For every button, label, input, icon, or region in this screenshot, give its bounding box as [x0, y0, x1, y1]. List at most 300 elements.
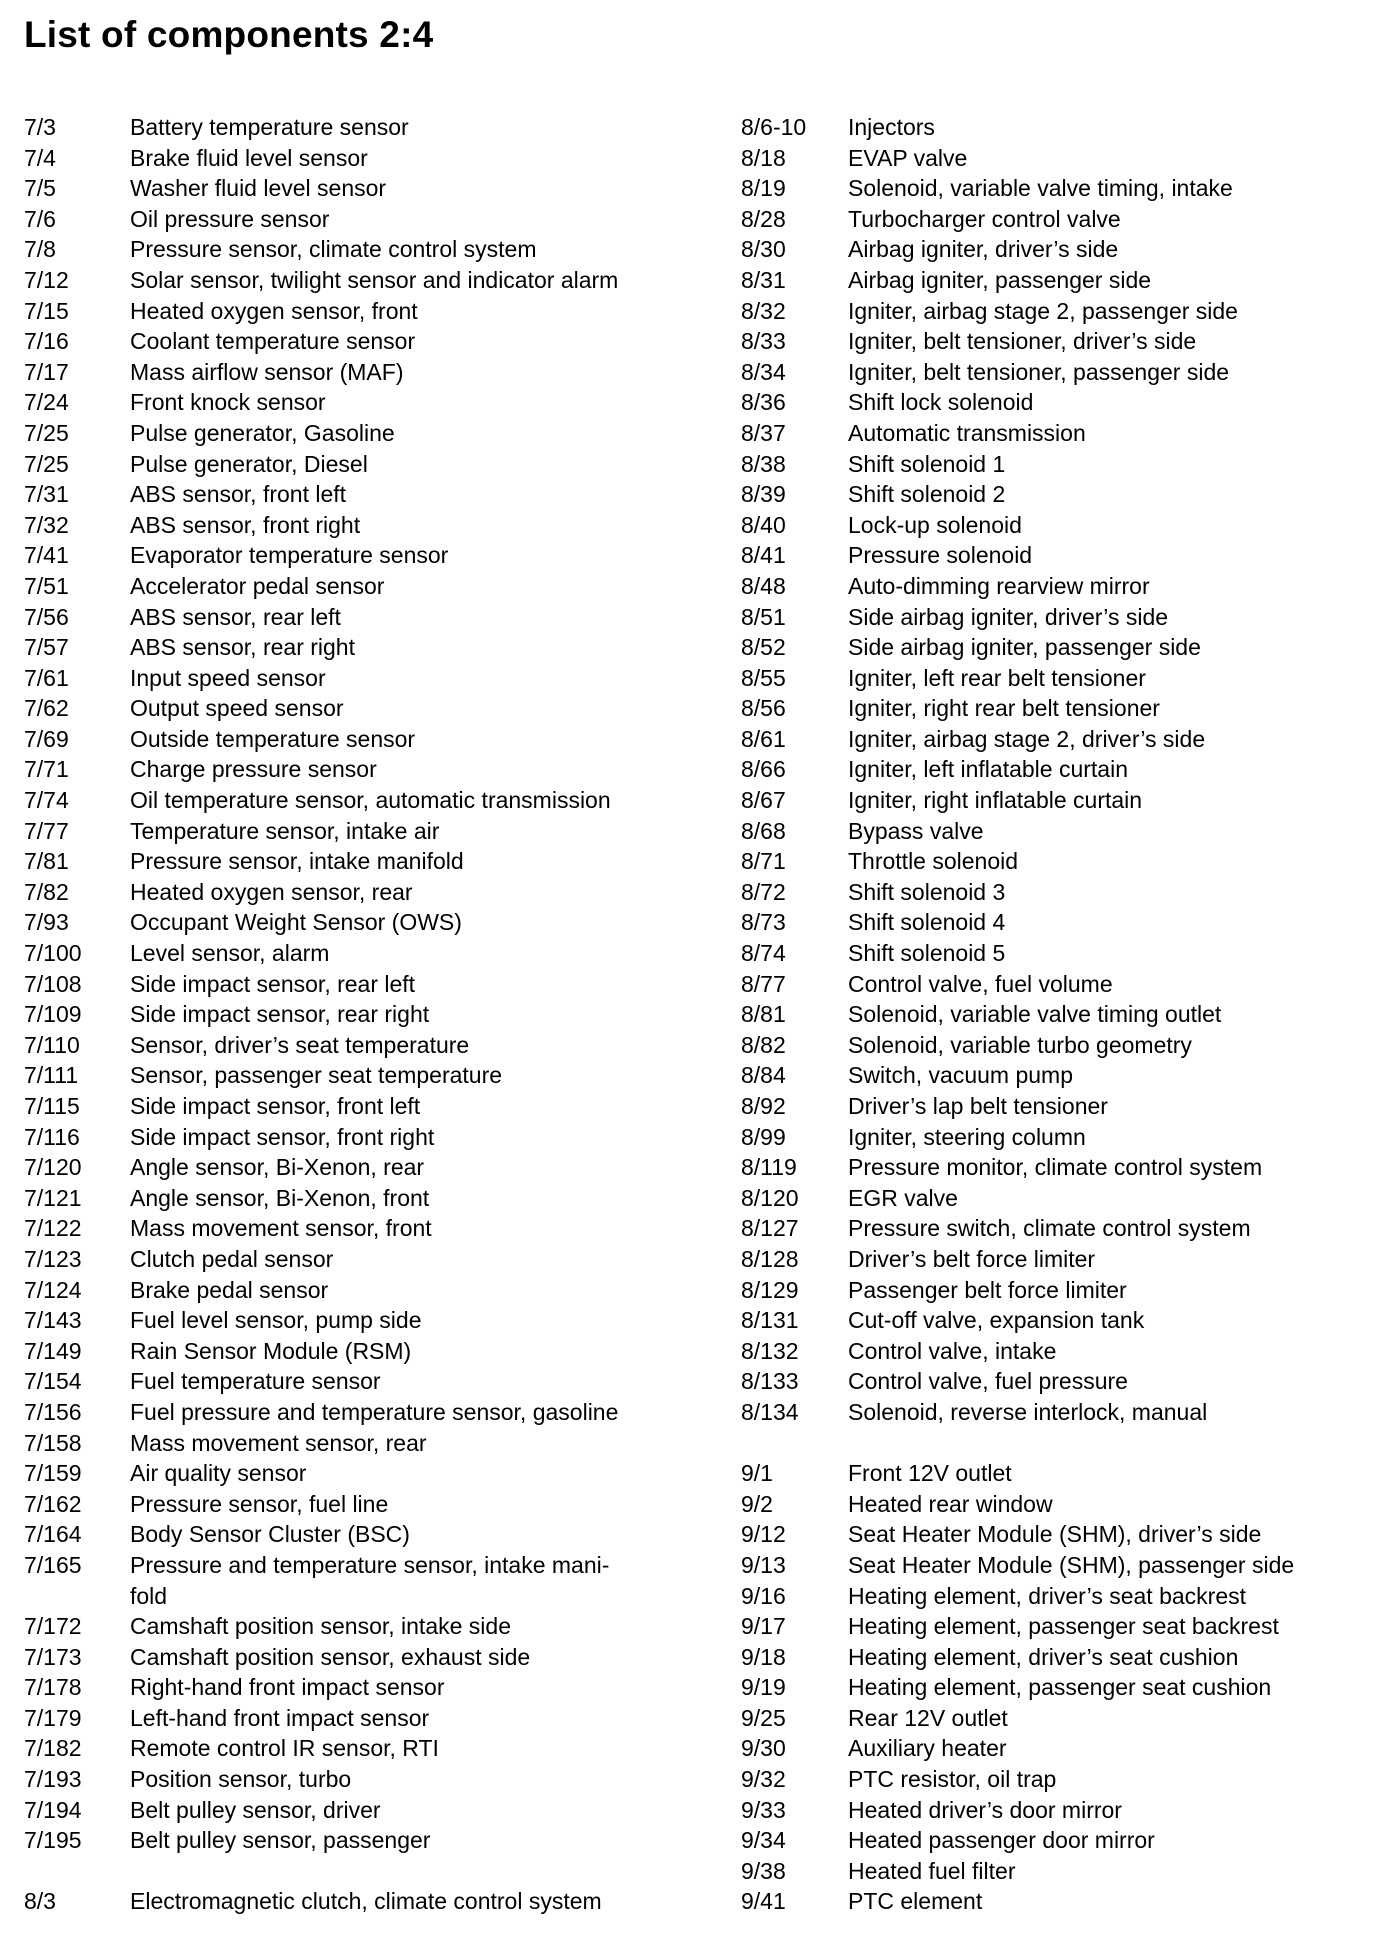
- component-description: Front 12V outlet: [848, 1460, 1012, 1487]
- component-row: [24, 326, 714, 357]
- component-code: 7/165: [24, 1551, 82, 1578]
- component-code: 8/56: [741, 695, 786, 722]
- component-description: Seat Heater Module (SHM), driver’s side: [848, 1521, 1262, 1548]
- component-code: 7/173: [24, 1643, 82, 1670]
- component-row: [741, 1458, 1381, 1489]
- component-description: Pulse generator, Diesel: [130, 450, 368, 477]
- component-code: 9/18: [741, 1643, 786, 1670]
- component-row: [24, 846, 714, 877]
- component-row: [741, 326, 1381, 357]
- component-row: [24, 632, 714, 663]
- component-row: [741, 1795, 1381, 1826]
- component-row: [741, 204, 1381, 235]
- component-description: Shift solenoid 5: [848, 940, 1006, 967]
- component-code: 8/132: [741, 1337, 799, 1364]
- component-code: 7/158: [24, 1429, 82, 1456]
- component-code: 7/57: [24, 634, 69, 661]
- component-description: Driver’s lap belt tensioner: [848, 1093, 1108, 1119]
- component-code: 8/32: [741, 297, 786, 324]
- component-row: [24, 1611, 714, 1642]
- component-row: [24, 602, 714, 633]
- component-code: 7/71: [24, 756, 69, 783]
- component-row: [741, 173, 1381, 204]
- component-row: [741, 693, 1381, 724]
- component-row: [741, 907, 1381, 938]
- component-row: [741, 449, 1381, 480]
- component-code: 7/62: [24, 695, 69, 722]
- component-code: 7/25: [24, 419, 69, 446]
- component-code: 7/6: [24, 205, 56, 232]
- component-row: [741, 540, 1381, 571]
- component-description: Pressure monitor, climate control system: [848, 1154, 1263, 1181]
- component-code: 7/108: [24, 970, 82, 997]
- component-row: [24, 1703, 714, 1734]
- component-row: [24, 1642, 714, 1673]
- page-title: List of components 2:4: [24, 14, 434, 55]
- component-row: [24, 999, 714, 1030]
- component-code: 8/33: [741, 328, 786, 355]
- component-description: Sensor, driver’s seat temperature: [130, 1031, 470, 1058]
- component-code: 7/122: [24, 1215, 82, 1242]
- component-description: Igniter, steering column: [848, 1123, 1086, 1150]
- component-code: 7/74: [24, 787, 69, 814]
- component-code: 7/179: [24, 1704, 82, 1731]
- component-code: 7/154: [24, 1368, 82, 1395]
- component-description: Airbag igniter, passenger side: [848, 266, 1152, 293]
- component-description: Auxiliary heater: [848, 1735, 1007, 1762]
- component-code: 7/121: [24, 1184, 82, 1211]
- component-description: Side airbag igniter, passenger side: [848, 634, 1201, 661]
- component-description: Igniter, left rear belt tensioner: [848, 664, 1146, 691]
- component-description: Pressure sensor, climate control system: [130, 236, 537, 263]
- component-description: Right-hand front impact sensor: [130, 1674, 445, 1701]
- component-row: [24, 143, 714, 174]
- component-row: [24, 1275, 714, 1306]
- component-code: 8/41: [741, 542, 786, 569]
- component-code: 8/52: [741, 634, 786, 661]
- component-row: [741, 1856, 1381, 1887]
- component-code: 8/40: [741, 511, 786, 538]
- component-code: 9/19: [741, 1674, 786, 1701]
- component-row: [24, 1795, 714, 1826]
- component-description: Mass airflow sensor (MAF): [130, 358, 404, 385]
- component-description: Brake fluid level sensor: [130, 144, 368, 171]
- component-code: 8/127: [741, 1215, 799, 1242]
- component-code: 8/19: [741, 175, 786, 202]
- component-code: 9/34: [741, 1827, 786, 1854]
- component-code: 8/34: [741, 358, 786, 385]
- component-code: 7/123: [24, 1245, 82, 1272]
- component-code: 8/133: [741, 1368, 799, 1395]
- component-description: Pulse generator, Gasoline: [130, 419, 395, 446]
- component-description: Heating element, passenger seat cushion: [848, 1674, 1272, 1701]
- component-code: 7/81: [24, 848, 69, 875]
- component-row: [24, 173, 714, 204]
- component-code: 8/68: [741, 817, 786, 844]
- component-code: 9/16: [741, 1582, 786, 1609]
- component-description: [130, 1856, 714, 1887]
- component-row: [24, 387, 714, 418]
- component-code: 7/4: [24, 144, 56, 171]
- component-description: Auto-dimming rearview mirror: [848, 572, 1150, 599]
- component-description: Angle sensor, Bi-Xenon, rear: [130, 1154, 425, 1181]
- component-row: [24, 724, 714, 755]
- component-row: [741, 1336, 1381, 1367]
- component-code: 7/51: [24, 572, 69, 599]
- component-row: [741, 1642, 1381, 1673]
- component-code: 7/61: [24, 664, 69, 691]
- component-row: [741, 816, 1381, 847]
- component-description: Pressure solenoid: [848, 542, 1033, 569]
- component-row: [24, 754, 714, 785]
- component-row: [24, 1336, 714, 1367]
- component-description: Solenoid, reverse interlock, manual: [848, 1398, 1208, 1425]
- component-code: 9/33: [741, 1796, 786, 1823]
- component-description: ABS sensor, rear left: [130, 603, 341, 630]
- component-row: [24, 1886, 714, 1917]
- component-description: Heated rear window: [848, 1490, 1053, 1517]
- component-description: Clutch pedal sensor: [130, 1245, 334, 1272]
- component-row: [741, 1489, 1381, 1520]
- component-description: Fuel pressure and temperature sensor, gasoline: [130, 1398, 619, 1425]
- component-row: [741, 1825, 1381, 1856]
- component-row: [24, 265, 714, 296]
- component-row: [24, 296, 714, 327]
- component-row: [741, 1397, 1381, 1428]
- component-description: PTC element: [848, 1888, 983, 1915]
- component-row: [24, 1825, 714, 1856]
- component-row: [741, 296, 1381, 327]
- component-description: Solenoid, variable valve timing outlet: [848, 1001, 1222, 1028]
- component-description: Input speed sensor: [130, 664, 326, 691]
- component-code: 7/8: [24, 236, 56, 263]
- component-description: Electromagnetic clutch, climate control system: [130, 1888, 602, 1915]
- component-code: 8/99: [741, 1123, 786, 1150]
- component-code: 7/156: [24, 1398, 82, 1425]
- component-row: [741, 1611, 1381, 1642]
- component-code: 7/110: [24, 1031, 80, 1058]
- component-row: [741, 571, 1381, 602]
- right-component-list: [741, 112, 1381, 1917]
- component-row: [741, 999, 1381, 1030]
- component-code: 8/119: [741, 1154, 797, 1181]
- component-description: Battery temperature sensor: [130, 114, 409, 140]
- component-row: [24, 1856, 714, 1887]
- component-row: [741, 724, 1381, 755]
- component-code: 8/71: [741, 848, 786, 875]
- left-component-list: [24, 112, 714, 1917]
- component-code: 8/51: [741, 603, 786, 630]
- component-row: [741, 1886, 1381, 1917]
- component-description: Heated oxygen sensor, front: [130, 297, 418, 324]
- component-row: [24, 969, 714, 1000]
- component-description: Control valve, intake: [848, 1337, 1057, 1364]
- component-description: Camshaft position sensor, intake side: [130, 1613, 511, 1640]
- component-row: [741, 265, 1381, 296]
- component-description: Oil temperature sensor, automatic transmission: [130, 787, 611, 814]
- component-row: [24, 418, 714, 449]
- component-code: 7/82: [24, 878, 69, 905]
- component-code: 9/30: [741, 1735, 786, 1762]
- component-description: Mass movement sensor, rear: [130, 1429, 427, 1456]
- component-row: [24, 510, 714, 541]
- component-description: Heated passenger door mirror: [848, 1827, 1155, 1854]
- component-row: [24, 1122, 714, 1153]
- component-description: Solar sensor, twilight sensor and indicator alarm: [130, 266, 619, 293]
- component-code: 8/72: [741, 878, 786, 905]
- component-code: 7/56: [24, 603, 69, 630]
- component-description: Heating element, driver’s seat backrest: [848, 1582, 1247, 1609]
- component-row: [741, 387, 1381, 418]
- component-code: 9/2: [741, 1490, 773, 1517]
- component-code: 7/100: [24, 940, 82, 967]
- component-description: Left-hand front impact sensor: [130, 1704, 430, 1731]
- component-description: Occupant Weight Sensor (OWS): [130, 909, 462, 936]
- component-description: Fuel level sensor, pump side: [130, 1307, 422, 1334]
- component-row: [741, 1305, 1381, 1336]
- component-code: 7/69: [24, 725, 69, 752]
- component-description: PTC resistor, oil trap: [848, 1766, 1057, 1793]
- component-row: [24, 1183, 714, 1214]
- component-code: 7/115: [24, 1093, 80, 1119]
- component-row: [24, 938, 714, 969]
- component-row: [741, 1519, 1381, 1550]
- component-description: EGR valve: [848, 1184, 958, 1211]
- component-row: [741, 418, 1381, 449]
- component-description: Shift lock solenoid: [848, 389, 1034, 416]
- component-row: [24, 1152, 714, 1183]
- component-description: Shift solenoid 4: [848, 909, 1006, 936]
- component-code: 7/124: [24, 1276, 82, 1303]
- component-description: Coolant temperature sensor: [130, 328, 416, 355]
- component-row: [24, 907, 714, 938]
- component-description: Fuel temperature sensor: [130, 1368, 381, 1395]
- component-code: 7/159: [24, 1460, 82, 1487]
- component-code: 8/18: [741, 144, 786, 171]
- component-description: ABS sensor, front right: [130, 511, 361, 538]
- component-row: [741, 1550, 1381, 1581]
- component-description: Remote control IR sensor, RTI: [130, 1735, 439, 1762]
- component-row: [24, 877, 714, 908]
- component-code: 7/15: [24, 297, 69, 324]
- component-row: [24, 1550, 714, 1581]
- component-row: [741, 1764, 1381, 1795]
- component-code: 9/12: [741, 1521, 786, 1548]
- component-code: 7/116: [24, 1123, 80, 1150]
- component-description: Side impact sensor, rear right: [130, 1001, 430, 1028]
- component-description: Igniter, left inflatable curtain: [848, 756, 1128, 783]
- component-description: Heating element, driver’s seat cushion: [848, 1643, 1239, 1670]
- component-row: [741, 938, 1381, 969]
- component-code: 8/30: [741, 236, 786, 263]
- component-description: Turbocharger control valve: [848, 205, 1121, 232]
- component-description: Washer fluid level sensor: [130, 175, 387, 202]
- component-row: [24, 693, 714, 724]
- component-description: Solenoid, variable turbo geometry: [848, 1031, 1192, 1058]
- component-description: Heating element, passenger seat backrest: [848, 1613, 1279, 1640]
- component-row: [24, 1458, 714, 1489]
- component-code: 8/77: [741, 970, 786, 997]
- component-row: [741, 632, 1381, 663]
- component-code: 7/182: [24, 1735, 82, 1762]
- component-row: [741, 969, 1381, 1000]
- component-row: [24, 1213, 714, 1244]
- component-code: 8/48: [741, 572, 786, 599]
- component-code: 8/120: [741, 1184, 799, 1211]
- component-row: [24, 1519, 714, 1550]
- component-row: [24, 816, 714, 847]
- component-code: 7/93: [24, 909, 69, 936]
- component-description: Brake pedal sensor: [130, 1276, 329, 1303]
- component-description: Front knock sensor: [130, 389, 326, 416]
- component-code: 9/1: [741, 1460, 773, 1487]
- component-row: [741, 846, 1381, 877]
- component-description: Bypass valve: [848, 817, 984, 844]
- component-code: [24, 1856, 130, 1887]
- component-row: [24, 1091, 714, 1122]
- component-code: 7/25: [24, 450, 69, 477]
- component-code: 7/195: [24, 1827, 82, 1854]
- component-row: [24, 1397, 714, 1428]
- component-description: Heated driver’s door mirror: [848, 1796, 1122, 1823]
- component-description: Side impact sensor, front left: [130, 1093, 421, 1119]
- component-code: 8/92: [741, 1093, 786, 1119]
- component-code: 7/172: [24, 1613, 82, 1640]
- component-code: 7/120: [24, 1154, 82, 1181]
- component-code: 7/77: [24, 817, 69, 844]
- component-row: [24, 1428, 714, 1459]
- component-code: 7/194: [24, 1796, 82, 1823]
- component-description: Solenoid, variable valve timing, intake: [848, 175, 1233, 202]
- component-row: [741, 479, 1381, 510]
- component-description: Side impact sensor, rear left: [130, 970, 416, 997]
- component-row: [741, 663, 1381, 694]
- component-row: [741, 877, 1381, 908]
- component-code: 8/31: [741, 266, 786, 293]
- component-row: [24, 663, 714, 694]
- component-row: [741, 602, 1381, 633]
- component-code: 9/25: [741, 1704, 786, 1731]
- component-description: Pressure sensor, fuel line: [130, 1490, 389, 1517]
- component-row: [741, 1366, 1381, 1397]
- component-code: 8/39: [741, 481, 786, 508]
- component-description: Automatic transmission: [848, 419, 1086, 446]
- component-description: Charge pressure sensor: [130, 756, 377, 783]
- component-description: Pressure and temperature sensor, intake mani-: [130, 1551, 610, 1578]
- component-row: [741, 1122, 1381, 1153]
- component-row: [741, 1581, 1381, 1612]
- component-row: [24, 540, 714, 571]
- component-row: [741, 1275, 1381, 1306]
- component-code: 7/3: [24, 114, 56, 140]
- component-code: 9/17: [741, 1613, 786, 1640]
- component-code: 8/81: [741, 1001, 786, 1028]
- component-row: [24, 571, 714, 602]
- component-code: 7/143: [24, 1307, 82, 1334]
- component-description: Mass movement sensor, front: [130, 1215, 432, 1242]
- component-code: 8/82: [741, 1031, 786, 1058]
- component-description: Shift solenoid 3: [848, 878, 1006, 905]
- component-row: [24, 1581, 714, 1612]
- component-code: 8/38: [741, 450, 786, 477]
- component-row: [24, 1672, 714, 1703]
- component-row: [741, 357, 1381, 388]
- component-description: Pressure sensor, intake manifold: [130, 848, 464, 875]
- component-code: 8/128: [741, 1245, 799, 1272]
- component-description: Belt pulley sensor, driver: [130, 1796, 381, 1823]
- component-row: [741, 1060, 1381, 1091]
- component-description: Belt pulley sensor, passenger: [130, 1827, 431, 1854]
- component-description: Level sensor, alarm: [130, 940, 330, 967]
- component-row: [24, 234, 714, 265]
- component-description: Pressure switch, climate control system: [848, 1215, 1251, 1242]
- component-description: Driver’s belt force limiter: [848, 1245, 1096, 1272]
- component-description: Igniter, airbag stage 2, driver’s side: [848, 725, 1206, 752]
- component-description: Evaporator temperature sensor: [130, 542, 449, 569]
- component-code: 8/37: [741, 419, 786, 446]
- component-description: Passenger belt force limiter: [848, 1276, 1127, 1303]
- component-row: [741, 1244, 1381, 1275]
- component-description: EVAP valve: [848, 144, 968, 171]
- component-code: 9/41: [741, 1888, 786, 1915]
- component-row: [741, 785, 1381, 816]
- component-code: 7/149: [24, 1337, 82, 1364]
- component-description: Air quality sensor: [130, 1460, 307, 1487]
- component-row: [24, 785, 714, 816]
- component-code: [741, 1428, 848, 1459]
- component-row: [24, 112, 714, 143]
- component-code: 8/55: [741, 664, 786, 691]
- component-description: Oil pressure sensor: [130, 205, 330, 232]
- component-description: Control valve, fuel pressure: [848, 1368, 1128, 1395]
- component-row: [24, 1244, 714, 1275]
- component-code: 8/134: [741, 1398, 799, 1425]
- component-code: 7/16: [24, 328, 69, 355]
- component-row: [741, 1152, 1381, 1183]
- component-description: Output speed sensor: [130, 695, 344, 722]
- component-code: 7/32: [24, 511, 69, 538]
- component-code: 7/17: [24, 358, 69, 385]
- component-code: 7/12: [24, 266, 69, 293]
- component-code: 8/3: [24, 1888, 56, 1915]
- component-description: Accelerator pedal sensor: [130, 572, 385, 599]
- component-code: 8/67: [741, 787, 786, 814]
- component-code: 7/178: [24, 1674, 82, 1701]
- component-row: [24, 449, 714, 480]
- component-row: [741, 1733, 1381, 1764]
- component-row: [741, 1428, 1381, 1459]
- component-code: 9/32: [741, 1766, 786, 1793]
- component-code: [24, 1581, 130, 1612]
- component-row: [741, 1183, 1381, 1214]
- component-code: 8/66: [741, 756, 786, 783]
- component-description: Seat Heater Module (SHM), passenger side: [848, 1551, 1295, 1578]
- component-code: 7/164: [24, 1521, 82, 1548]
- component-description: Throttle solenoid: [848, 848, 1019, 875]
- component-description: Heated oxygen sensor, rear: [130, 878, 413, 905]
- component-code: 8/74: [741, 940, 786, 967]
- component-code: 8/6-10: [741, 114, 807, 140]
- component-description: [848, 1428, 1381, 1459]
- component-description: Lock-up solenoid: [848, 511, 1022, 538]
- component-code: 8/28: [741, 205, 786, 232]
- component-code: 7/31: [24, 481, 69, 508]
- component-code: 7/5: [24, 175, 56, 202]
- component-row: [741, 234, 1381, 265]
- component-description: Sensor, passenger seat temperature: [130, 1062, 503, 1089]
- component-description: fold: [130, 1582, 168, 1609]
- component-code: 8/36: [741, 389, 786, 416]
